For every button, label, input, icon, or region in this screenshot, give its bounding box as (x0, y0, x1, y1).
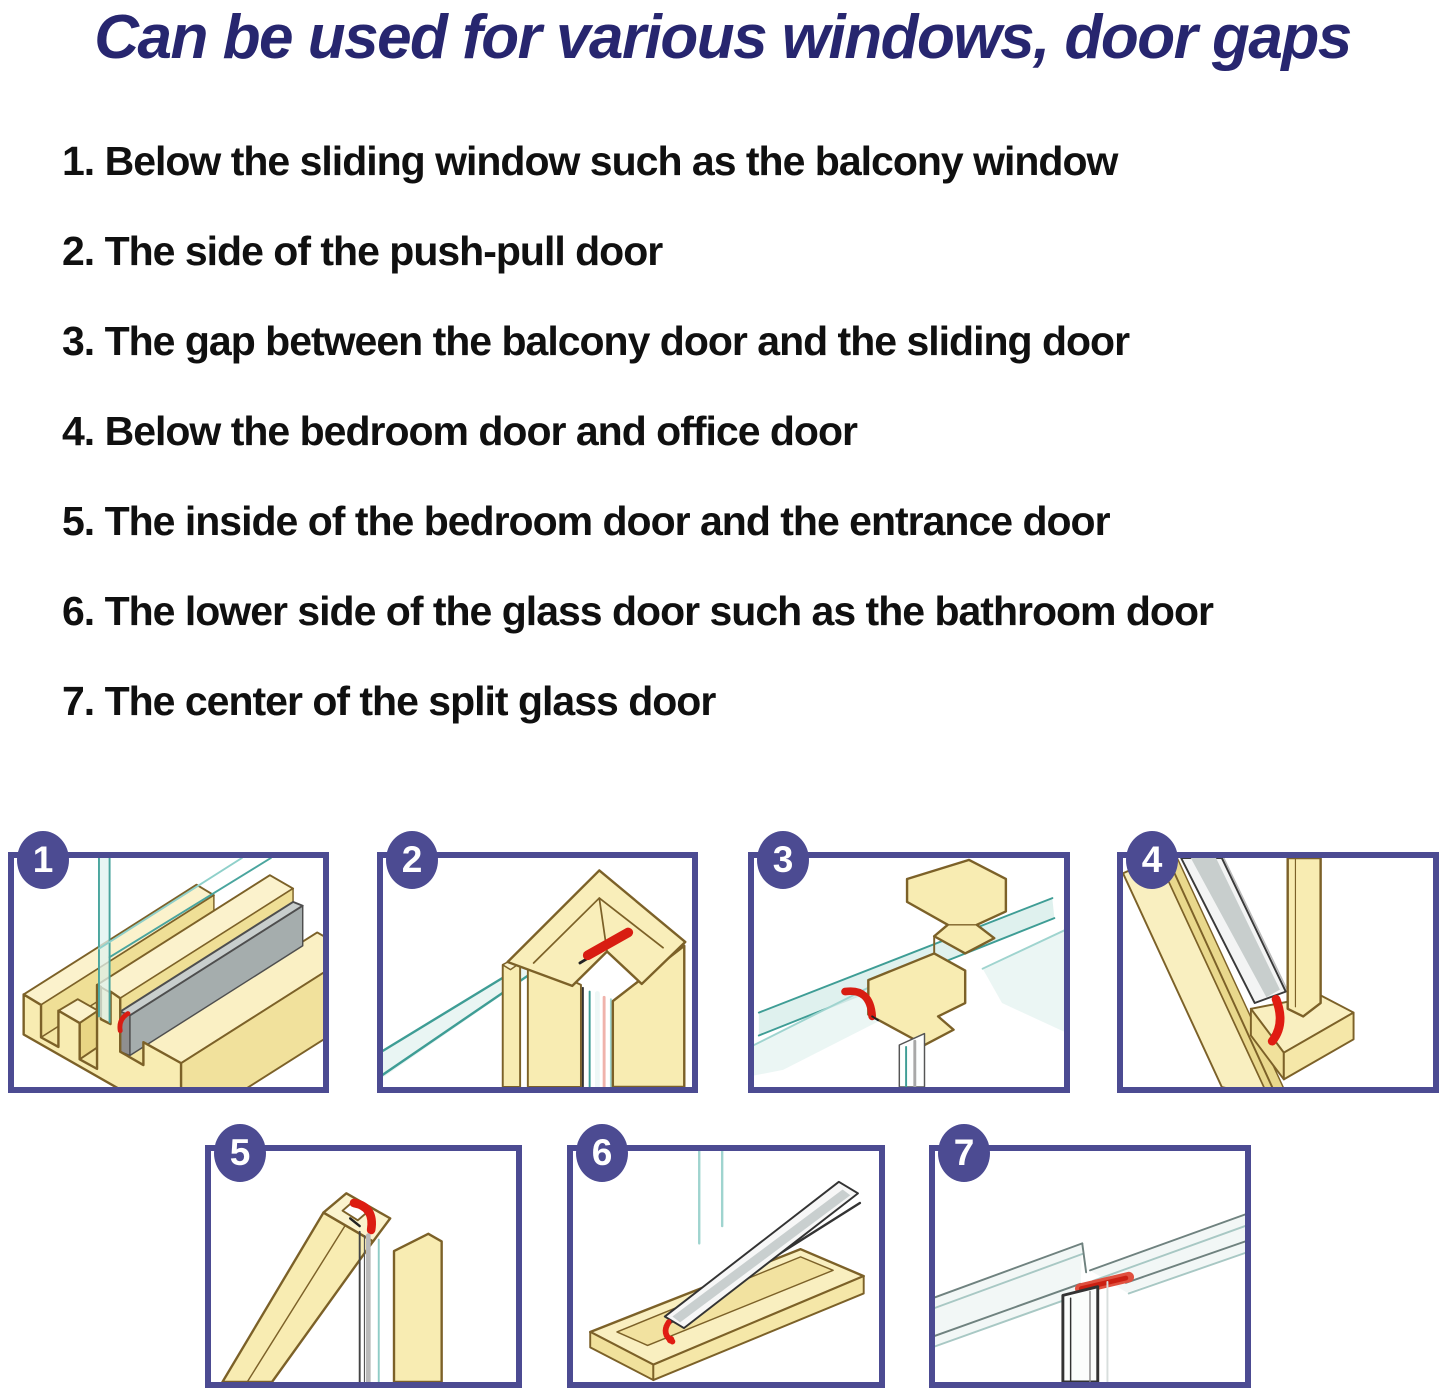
sliding-window-sill-illustration (14, 858, 323, 1087)
panel-7 (929, 1132, 1251, 1388)
list-item: 4. Below the bedroom door and office door (62, 408, 857, 455)
balcony-sliding-door-gap-illustration (754, 858, 1064, 1087)
panel-5 (205, 1132, 522, 1388)
panel-5-number-badge: 5 (214, 1124, 266, 1182)
list-item: 5. The inside of the bedroom door and the entrance door (62, 498, 1110, 545)
split-glass-door-center-illustration (935, 1151, 1245, 1382)
panel-6-number-badge: 6 (576, 1124, 628, 1182)
panel-1-number-badge: 1 (17, 831, 69, 889)
door-jamb-inside-illustration (211, 1151, 516, 1382)
use-case-list (62, 140, 1213, 723)
panel-4 (1117, 839, 1439, 1093)
panel-6 (567, 1132, 885, 1388)
panel-1 (8, 839, 329, 1093)
panel-3 (748, 839, 1070, 1093)
push-pull-door-side-illustration (383, 858, 692, 1087)
list-item: 7. The center of the split glass door (62, 678, 716, 725)
panel-7-number-badge: 7 (938, 1124, 990, 1182)
panel-3-number-badge: 3 (757, 831, 809, 889)
glass-door-bottom-illustration (573, 1151, 879, 1382)
list-item: 1. Below the sliding window such as the balcony window (62, 138, 1118, 184)
list-item: 6. The lower side of the glass door such as the bathroom door (62, 588, 1213, 635)
panel-2-number-badge: 2 (386, 831, 438, 889)
list-item: 2. The side of the push-pull door (62, 228, 663, 275)
list-item: 3. The gap between the balcony door and the sliding door (62, 318, 1130, 365)
panel-4-number-badge: 4 (1126, 831, 1178, 889)
page-title: Can be used for various windows, door gaps (94, 3, 1351, 72)
panel-2 (377, 839, 698, 1093)
door-bottom-channel-illustration (1123, 858, 1433, 1087)
